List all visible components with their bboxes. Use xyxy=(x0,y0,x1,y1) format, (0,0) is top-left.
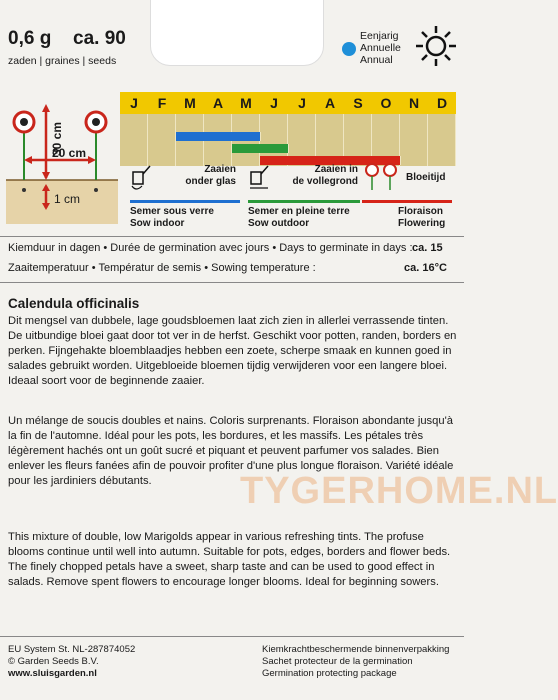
footer-right xyxy=(262,644,449,680)
month-12: D xyxy=(436,95,448,111)
legend-flower-nl: Bloeitijd xyxy=(406,172,446,183)
depth-label: 1 cm xyxy=(54,192,81,206)
package-en: Germination protecting package xyxy=(262,668,397,679)
legend-flower-fr: Floraison xyxy=(398,206,444,217)
month-8: A xyxy=(324,95,336,111)
month-6: J xyxy=(270,95,278,111)
seed-units: zaden | graines | seeds xyxy=(8,55,117,67)
flower-right-icon xyxy=(86,112,106,180)
calendar-cell xyxy=(120,114,148,166)
calendar-months xyxy=(120,92,456,114)
month-5: M xyxy=(240,95,252,111)
annual-fr: Annuelle xyxy=(360,42,401,54)
description-en: This mixture of double, low Marigolds appear in various refreshing tints. The profuse blooms continue until well into autumn. Suitable for pots, edges, borders and flower beds. The finely chopped petals have a sweet, sharp taste and can be used to good effect in salads. Remove spent flowers to encourage longer blooms. Ideal for beginning sowers. xyxy=(8,531,451,588)
month-2: F xyxy=(157,95,167,111)
description-fr: Un mélange de soucis doubles et nains. Coloris surprenants. Floraison abondante jusqu'à la fin de l'automne. Idéal pour les pots, les bordures, et les massifs. Les pétales très légèrement hachés ont un goût sucré et piquant et peuvent parfumer vos salades. Bien enlever les fleurs fanées afin de pouvoir profiter d'une plus longue floraison. Variété idéale pour les jardiniers débutants. xyxy=(8,415,454,487)
divider-mid xyxy=(0,282,464,283)
height-label: 30 cm xyxy=(50,121,64,156)
annual-en: Annual xyxy=(360,54,393,66)
month-3: M xyxy=(184,95,196,111)
package-fr: Sachet protecteur de la germination xyxy=(262,656,413,667)
legend-outdoor-nl1: Zaaien in xyxy=(314,164,358,175)
seed-weight: 0,6 g xyxy=(8,28,52,49)
divider-top xyxy=(0,236,464,237)
month-4: A xyxy=(212,95,224,111)
flowers-icon xyxy=(362,160,402,192)
sowing-calendar xyxy=(120,92,456,166)
month-1: J xyxy=(130,95,138,111)
annual-label xyxy=(360,30,401,66)
legend-flower-bar xyxy=(362,200,452,203)
germination-label: Kiemduur in dagen • Durée de germination avec jours • Days to germinate in days : xyxy=(8,242,413,254)
flower-left-icon xyxy=(14,112,34,180)
watermark: TYGERHOME.NL xyxy=(240,470,558,512)
planting-diagram xyxy=(6,98,118,224)
temperature-value: ca. 16°C xyxy=(404,262,447,274)
hang-hole-cutout xyxy=(150,0,324,66)
spacing-label: 20 cm xyxy=(52,146,87,160)
sow-indoor-bar xyxy=(176,132,261,141)
temperature-label: Zaaitemperatuur • Températur de semis • Sowing temperature : xyxy=(8,262,316,274)
description-nl: Dit mengsel van dubbele, lage goudsbloemen laat zich zien in allerlei verrassende tinten. De uitbundige bloei gaat door tot ver in de herfst. Geschikt voor potten, randen, borders en perken. Fijngehakte bloemblaadjes hebben een zoete, scherpe smaak en kunnen goed in salades gebruikt worden. Uitgebloeide bloemen tijdig verwijderen voor een langere bloei. Ideaal soort voor de beginnende zaaier. xyxy=(8,315,457,387)
legend-indoor-en: Sow indoor xyxy=(130,218,185,229)
month-7: J xyxy=(298,95,306,111)
legend-flower-en: Flowering xyxy=(398,218,446,229)
sow-outdoor-bar xyxy=(232,144,289,153)
footer-left xyxy=(8,644,135,680)
germination-value: ca. 15 xyxy=(412,242,443,254)
legend-indoor-bar xyxy=(130,200,240,203)
watering-can-outdoor-icon xyxy=(248,162,270,192)
legend-outdoor-en: Sow outdoor xyxy=(248,218,310,229)
website: www.sluisgarden.nl xyxy=(8,668,97,679)
plant-title: Calendula officinalis xyxy=(8,296,140,311)
sun-icon xyxy=(414,24,458,68)
calendar-cell xyxy=(428,114,456,166)
calendar-cell xyxy=(400,114,428,166)
calendar-grid xyxy=(120,114,456,166)
legend-outdoor-bar xyxy=(248,200,360,203)
legend-indoor-fr: Semer sous verre xyxy=(130,206,214,217)
month-10: O xyxy=(380,95,392,111)
divider-bottom xyxy=(0,636,464,637)
legend-indoor-nl1: Zaaien xyxy=(204,164,236,175)
calendar-cell xyxy=(148,114,176,166)
package-nl: Kiemkrachtbeschermende binnenverpakking xyxy=(262,644,450,655)
legend-indoor-nl2: onder glas xyxy=(185,176,236,187)
month-9: S xyxy=(353,95,363,111)
eu-system-code: EU System St. NL-287874052 xyxy=(8,644,136,655)
month-11: N xyxy=(408,95,420,111)
legend-outdoor-nl2: de vollegrond xyxy=(292,176,358,187)
copyright: © Garden Seeds B.V. xyxy=(8,656,99,667)
watering-can-icon xyxy=(130,162,152,192)
seed-count: ca. 90 xyxy=(73,28,126,49)
legend-outdoor-fr: Semer en pleine terre xyxy=(248,206,350,217)
annual-dot-icon xyxy=(342,42,356,56)
annual-nl: Eenjarig xyxy=(360,30,399,42)
